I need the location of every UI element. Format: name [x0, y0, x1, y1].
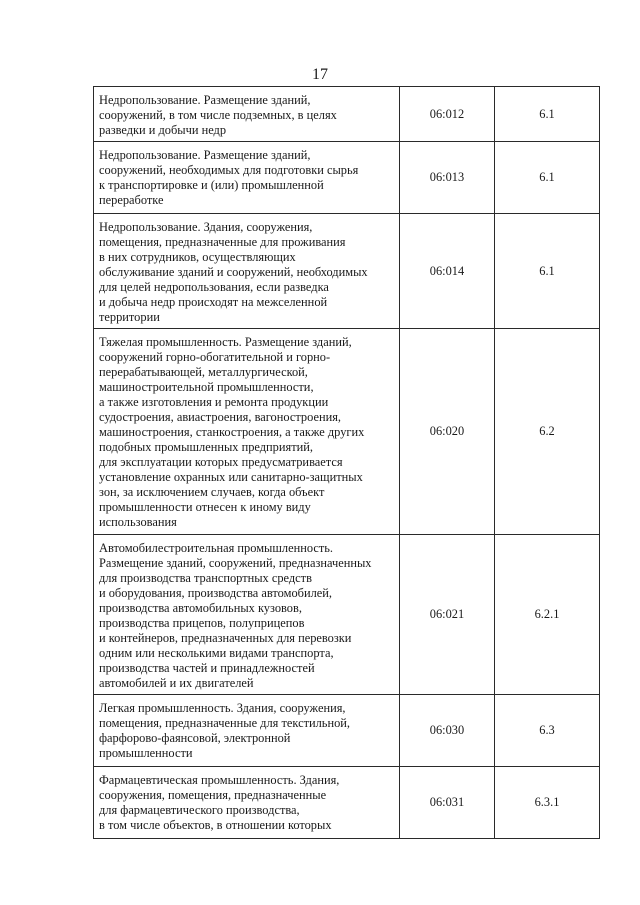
description-line: машиностроительной промышленности,: [99, 380, 314, 394]
description-line: и добыча недр происходят на межселенной: [99, 295, 328, 309]
description-line: промышленности: [99, 746, 193, 760]
description-line: обслуживание зданий и сооружений, необходимых: [99, 265, 368, 279]
description-line: перерабатывающей, металлургической,: [99, 365, 308, 379]
number-cell: 6.3: [495, 695, 600, 767]
code-cell: 06:012: [400, 87, 495, 142]
description-line: установление охранных или санитарно-защитных: [99, 470, 363, 484]
description-line: помещения, предназначенные для текстильной,: [99, 716, 351, 730]
description-line: фарфорово-фаянсовой, электронной: [99, 731, 291, 745]
description-line: производства прицепов, полуприцепов: [99, 616, 305, 630]
description-line: Недропользование. Здания, сооружения,: [99, 220, 313, 234]
description-line: подобных промышленных предприятий,: [99, 440, 313, 454]
number-cell: 6.1: [495, 142, 600, 214]
description-cell: [94, 767, 400, 839]
number-cell: 6.1: [495, 87, 600, 142]
description-line: сооружений горно-обогатительной и горно-: [99, 350, 331, 364]
description-line: в них сотрудников, осуществляющих: [99, 250, 296, 264]
description-line: для эксплуатации которых предусматривается: [99, 455, 343, 469]
description-line: к транспортировке и (или) промышленной: [99, 178, 324, 192]
description-line: Размещение зданий, сооружений, предназначенных: [99, 556, 372, 570]
table-row: [94, 535, 600, 695]
description-line: Фармацевтическая промышленность. Здания,: [99, 773, 340, 787]
description-line: для целей недропользования, если разведка: [99, 280, 329, 294]
description-line: Тяжелая промышленность. Размещение зданий,: [99, 335, 352, 349]
table-row: [94, 142, 600, 214]
description-line: судостроения, авиастроения, вагоностроения,: [99, 410, 342, 424]
table-row: [94, 214, 600, 329]
description-line: а также изготовления и ремонта продукции: [99, 395, 329, 409]
code-cell: 06:013: [400, 142, 495, 214]
description-line: в том числе объектов, в отношении которых: [99, 818, 332, 832]
description-cell: [94, 87, 400, 142]
description-line: и контейнеров, предназначенных для перевозки: [99, 631, 352, 645]
code-cell: 06:031: [400, 767, 495, 839]
description-line: для производства транспортных средств: [99, 571, 312, 585]
description-line: производства частей и принадлежностей: [99, 661, 315, 675]
description-line: для фармацевтического производства,: [99, 803, 300, 817]
land-use-table: [93, 86, 600, 839]
number-cell: 6.2.1: [495, 535, 600, 695]
land-use-table-body: [94, 87, 600, 839]
description-line: Легкая промышленность. Здания, сооружения,: [99, 701, 346, 715]
description-cell: [94, 535, 400, 695]
description-cell: [94, 695, 400, 767]
code-cell: 06:020: [400, 329, 495, 535]
description-line: Недропользование. Размещение зданий,: [99, 148, 311, 162]
description-line: сооружения, помещения, предназначенные: [99, 788, 327, 802]
table-row: [94, 329, 600, 535]
code-cell: 06:030: [400, 695, 495, 767]
description-line: и оборудования, производства автомобилей,: [99, 586, 333, 600]
code-cell: 06:014: [400, 214, 495, 329]
table-row: [94, 767, 600, 839]
description-line: Автомобилестроительная промышленность.: [99, 541, 334, 555]
description-cell: [94, 142, 400, 214]
description-line: переработке: [99, 193, 164, 207]
number-cell: 6.2: [495, 329, 600, 535]
description-line: помещения, предназначенные для проживания: [99, 235, 346, 249]
description-line: использования: [99, 515, 177, 529]
page-number: 17: [312, 66, 328, 83]
number-cell: 6.1: [495, 214, 600, 329]
description-line: сооружений, необходимых для подготовки сырья: [99, 163, 359, 177]
description-line: автомобилей и их двигателей: [99, 676, 254, 690]
description-line: сооружений, в том числе подземных, в целях: [99, 108, 337, 122]
table-row: [94, 695, 600, 767]
description-line: производства автомобильных кузовов,: [99, 601, 302, 615]
description-line: разведки и добычи недр: [99, 123, 227, 137]
description-cell: [94, 329, 400, 535]
number-cell: 6.3.1: [495, 767, 600, 839]
description-line: промышленности отнесен к иному виду: [99, 500, 311, 514]
description-cell: [94, 214, 400, 329]
description-line: машиностроения, станкостроения, а также других: [99, 425, 365, 439]
description-line: Недропользование. Размещение зданий,: [99, 93, 311, 107]
description-line: одним или несколькими видами транспорта,: [99, 646, 334, 660]
code-cell: 06:021: [400, 535, 495, 695]
table-row: [94, 87, 600, 142]
description-line: зон, за исключением случаев, когда объект: [99, 485, 325, 499]
description-line: территории: [99, 310, 160, 324]
